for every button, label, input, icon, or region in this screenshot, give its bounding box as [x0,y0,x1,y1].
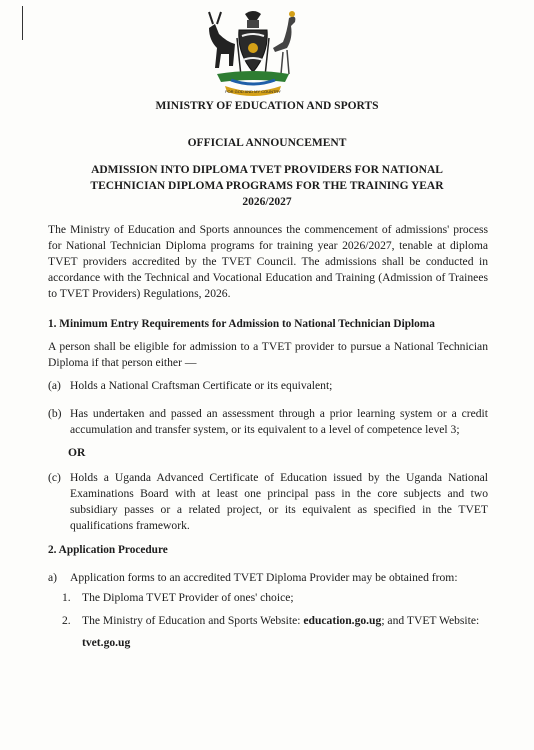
ministry-website-link[interactable]: education.go.ug [303,614,382,627]
requirement-c-text: Holds a Uganda Advanced Certificate of Education issued by the Uganda National Examinations Board with at least one principal pass in the core subjects and two subsidiary passes or a related project, or its equivalent as specified in the TVET qualifications framework. [70,471,488,532]
document-title [0,162,534,210]
requirement-a [48,378,488,394]
coat-of-arms-icon [197,8,309,98]
source-1-text: The Diploma TVET Provider of ones' choice; [82,591,294,604]
procedure-source-1 [62,587,488,609]
or-separator: OR [68,446,86,459]
title-line-3: 2026/2027 [242,196,292,208]
section-1-heading: 1. Minimum Entry Requirements for Admission to National Technician Diploma [48,318,435,330]
procedure-source-2 [62,610,488,654]
requirement-b-text: Has undertaken and passed an assessment through a prior learning system or a credit accumulation and transfer system, or its equivalent to a level of competence level 3; [70,407,488,436]
procedure-a-label: a) [48,571,58,584]
source-2-label: 2. [62,614,71,627]
title-line-1: ADMISSION INTO DIPLOMA TVET PROVIDERS FOR NATIONAL [91,164,443,176]
requirement-c [48,470,488,534]
intro-paragraph: The Ministry of Education and Sports announces the commencement of admissions' process for National Technician Diploma programs for training year 2026/2027, tenable at diploma TVET providers accredited by the TVET Council. The admissions shall be conducted in accordance with the Technical and Vocational Education and Training (Admission of Trainees to TVET Providers) Regulations, 2026. [48,223,488,300]
requirement-b [48,406,488,438]
requirement-a-text: Holds a National Craftsman Certificate or its equivalent; [70,379,333,392]
section-1-lead: A person shall be eligible for admission to a TVET provider to pursue a National Technician Diploma if that person either — [48,340,488,369]
tvet-website-link[interactable]: tvet.go.ug [82,636,131,649]
announcement-label: OFFICIAL ANNOUNCEMENT [187,137,347,149]
source-1-label: 1. [62,591,71,604]
source-2-text [62,610,488,654]
ministry-name: MINISTRY OF EDUCATION AND SPORTS [155,100,379,112]
requirement-b-label: (b) [48,407,62,420]
section-2-heading: 2. Application Procedure [48,544,168,556]
source-2-prefix: The Ministry of Education and Sports Website: [82,614,304,627]
source-2-middle: ; and TVET Website: [381,614,480,627]
requirement-c-label: (c) [48,471,61,484]
procedure-a [48,570,488,586]
title-line-2: TECHNICIAN DIPLOMA PROGRAMS FOR THE TRAINING YEAR [90,180,444,192]
procedure-a-text: Application forms to an accredited TVET Diploma Provider may be obtained from: [70,571,458,584]
crest-motto: FOR GOD AND MY COUNTRY [225,89,281,94]
margin-mark [22,6,23,40]
requirement-a-label: (a) [48,379,61,392]
